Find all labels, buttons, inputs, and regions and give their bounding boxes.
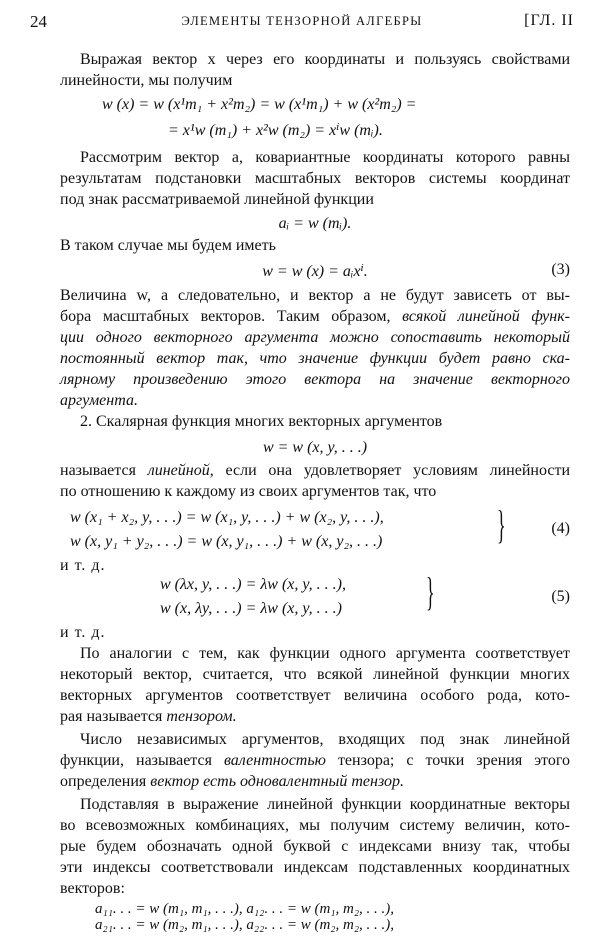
- italic-span: линейной,: [147, 462, 214, 479]
- text-span: тензора; с точки зрения этого: [337, 752, 570, 769]
- text-line: лярному произведению этого вектора на значение векторного: [60, 371, 570, 388]
- equation-number: (5): [551, 588, 570, 605]
- italic-span: тензором.: [166, 708, 237, 725]
- running-title: ЭЛЕМЕНТЫ ТЕНЗОРНОЙ АЛГЕБРЫ: [181, 14, 423, 28]
- equation: w = w (x) = aᵢxⁱ.: [262, 263, 368, 280]
- italic-span: валентностью: [223, 752, 326, 769]
- equation: w (λx, y, . . .) = λw (x, y, . . .),: [160, 576, 346, 593]
- italic-span: вектор есть одновалентный тензор.: [150, 773, 404, 790]
- text-line: Подставляя в выражение линейной функции координатные векторы: [80, 796, 570, 813]
- text-line: [60, 750, 570, 771]
- text-line: аргумента.: [60, 392, 138, 409]
- text-span: если она удовлетворяет условиям линейности: [225, 462, 571, 479]
- page-number: 24: [30, 12, 47, 31]
- equation: = x¹w (m₁) + x²w (m₂) = xⁱw (mᵢ).: [168, 122, 383, 139]
- text-line: результатам подстановки масштабных векторов системы координат: [60, 170, 570, 187]
- text-line: Величина w, а следовательно, и вектор a не будут зависеть от вы-: [60, 287, 570, 304]
- equation: w (x, λy, . . .) = λw (x, y, . . .): [160, 600, 342, 617]
- text-line: ции одного векторного аргумента можно сопоставить некоторый: [60, 329, 570, 346]
- text-line: векторных аргументов соответствует величина особого рода, кото-: [60, 687, 570, 704]
- text-line: По аналогии с тем, как функции одного аргумента соответствует: [80, 645, 570, 662]
- text-line: Число независимых аргументов, входящих под знак линейной: [80, 731, 570, 748]
- text-span: определения: [60, 773, 147, 790]
- italic-span: всякой линейной функ-: [402, 308, 571, 325]
- text-line: В таком случае мы будем иметь: [60, 237, 276, 254]
- text-line: по отношению к каждому из своих аргументов так, что: [60, 483, 437, 500]
- text-span: рая называется: [60, 708, 163, 725]
- text-line: векторов:: [60, 880, 125, 897]
- text-line: 2. Скалярная функция многих векторных аргументов: [80, 413, 443, 430]
- text-line: под знак рассматриваемой линейной функции: [60, 191, 374, 208]
- text-line: и т. д.: [60, 557, 106, 574]
- text-line: рые будем обозначать одной буквой с индексами внизу так, чтобы: [60, 838, 570, 855]
- equation: aᵢ = w (mᵢ).: [278, 215, 352, 232]
- brace-symbol: }: [426, 569, 435, 614]
- equation: w = w (x, y, . . .): [262, 439, 368, 456]
- chapter-marker: [ГЛ. II: [524, 12, 574, 29]
- text-span: называется: [60, 462, 136, 479]
- text-line: Рассмотрим вектор a, ковариантные координаты которого равны: [80, 149, 570, 166]
- text-line: [60, 306, 570, 327]
- equation: w (x, y₁ + y₂, . . .) = w (x, y₁, . . .) + w (x, y₂, . . .): [70, 533, 383, 550]
- text-line: линейности, мы получим: [60, 72, 233, 89]
- text-line: [60, 460, 570, 481]
- text-line: [60, 706, 570, 727]
- equation: a₁₁. . . = w (m₁, m₁, . . .), a₁₂. . . = w (m₁, m₂, . . .),: [95, 901, 395, 917]
- equation: w (x) = w (x¹m₁ + x²m₂) = w (x¹m₁) + w (x²m₂) =: [102, 96, 417, 113]
- text-line: некоторый вектор, считается, что всякой линейной функции многих: [60, 666, 570, 683]
- equation: w (x₁ + x₂, y, . . .) = w (x₁, y, . . .) + w (x₂, y, . . .),: [70, 509, 384, 526]
- text-line: постоянный вектор так, что значение функции будет равно ска-: [60, 350, 570, 367]
- text-span: функции, называется: [60, 752, 212, 769]
- text-line: Выражая вектор x через его координаты и пользуясь свойствами: [80, 51, 570, 68]
- equation-number: (3): [551, 261, 570, 278]
- text-span: бора масштабных векторов. Таким образом,: [60, 308, 391, 325]
- equation-number: (4): [551, 520, 570, 537]
- equation: a₂₁. . . = w (m₂, m₁, . . .), a₂₂. . . = w (m₂, m₂, . . .),: [95, 917, 395, 933]
- running-header: [30, 12, 574, 34]
- text-line: [60, 771, 570, 792]
- text-line: эти индексы соответствовали индексам подставленных координатных: [60, 859, 570, 876]
- text-line: и т. д.: [60, 624, 106, 641]
- brace-symbol: }: [497, 502, 506, 547]
- text-line: во всевозможных комбинациях, мы получим систему величин, кото-: [60, 817, 570, 834]
